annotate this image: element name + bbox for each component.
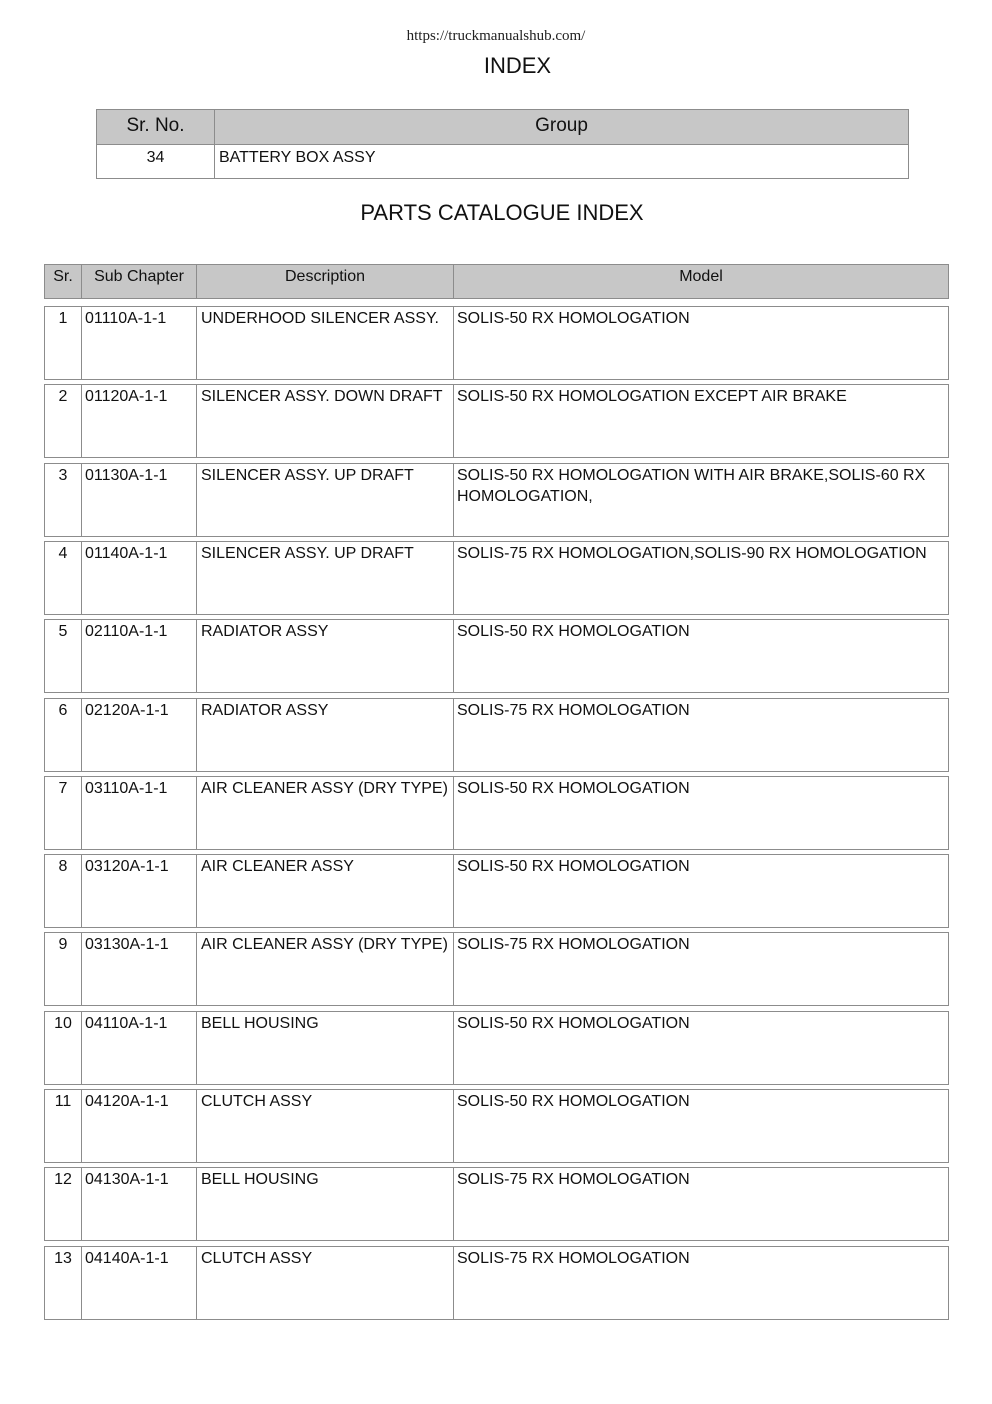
table-row	[44, 1246, 949, 1320]
parts-table-header	[44, 264, 949, 299]
table-row	[44, 698, 949, 772]
parts-catalogue-title: PARTS CATALOGUE INDEX	[360, 200, 644, 225]
row-sub-chapter-cell: 01140A-1-1	[82, 542, 197, 614]
row-sr-cell: 5	[45, 620, 82, 692]
header-sr-no: Sr. No.	[97, 110, 215, 145]
row-description-cell: UNDERHOOD SILENCER ASSY.	[197, 307, 454, 379]
row-description-cell: SILENCER ASSY. DOWN DRAFT	[197, 385, 454, 457]
row-model-cell: SOLIS-50 RX HOMOLOGATION	[457, 1093, 690, 1110]
header-description: Description	[197, 265, 454, 298]
table-row	[44, 1011, 949, 1085]
row-sub-chapter-cell: 04140A-1-1	[82, 1247, 197, 1319]
row-sr-cell: 13	[45, 1247, 82, 1319]
row-sub-chapter-cell: 04110A-1-1	[82, 1012, 197, 1084]
row-sub-chapter-cell: 03120A-1-1	[82, 855, 197, 927]
row-description-cell: AIR CLEANER ASSY	[197, 855, 454, 927]
row-description-cell: RADIATOR ASSY	[197, 699, 454, 771]
table-row	[44, 306, 949, 380]
group-name-cell: BATTERY BOX ASSY	[219, 149, 376, 166]
row-sr-cell: 9	[45, 933, 82, 1005]
table-row	[44, 463, 949, 537]
row-sr-cell: 7	[45, 777, 82, 849]
table-row	[44, 1089, 949, 1163]
row-model-cell: SOLIS-50 RX HOMOLOGATION	[457, 1015, 690, 1032]
table-row	[44, 776, 949, 850]
row-sr-cell: 8	[45, 855, 82, 927]
row-sr-cell: 11	[45, 1090, 82, 1162]
header-group: Group	[535, 115, 588, 136]
table-row	[44, 854, 949, 928]
header-sub-chapter: Sub Chapter	[82, 265, 197, 298]
row-sr-cell: 6	[45, 699, 82, 771]
group-table-header	[97, 110, 908, 145]
row-model-cell: SOLIS-50 RX HOMOLOGATION WITH AIR BRAKE,SOLIS-60 RX HOMOLOGATION,	[457, 467, 926, 505]
row-sr-cell: 1	[45, 307, 82, 379]
group-table-row	[97, 145, 908, 178]
row-sr-cell: 12	[45, 1168, 82, 1240]
row-sub-chapter-cell: 03110A-1-1	[82, 777, 197, 849]
header-sr: Sr.	[45, 265, 82, 298]
row-sub-chapter-cell: 04130A-1-1	[82, 1168, 197, 1240]
group-sr-no-cell: 34	[97, 145, 215, 178]
row-model-cell: SOLIS-75 RX HOMOLOGATION	[457, 936, 690, 953]
row-model-cell: SOLIS-75 RX HOMOLOGATION	[457, 1250, 690, 1267]
row-sub-chapter-cell: 01130A-1-1	[82, 464, 197, 536]
row-description-cell: BELL HOUSING	[197, 1012, 454, 1084]
table-row	[44, 619, 949, 693]
row-description-cell: SILENCER ASSY. UP DRAFT	[197, 464, 454, 536]
row-sr-cell: 3	[45, 464, 82, 536]
row-sub-chapter-cell: 02120A-1-1	[82, 699, 197, 771]
row-sr-cell: 4	[45, 542, 82, 614]
row-description-cell: SILENCER ASSY. UP DRAFT	[197, 542, 454, 614]
row-model-cell: SOLIS-50 RX HOMOLOGATION	[457, 858, 690, 875]
table-row	[44, 1167, 949, 1241]
table-row	[44, 932, 949, 1006]
row-sub-chapter-cell: 02110A-1-1	[82, 620, 197, 692]
row-sub-chapter-cell: 01120A-1-1	[82, 385, 197, 457]
row-sub-chapter-cell: 01110A-1-1	[82, 307, 197, 379]
row-description-cell: CLUTCH ASSY	[197, 1247, 454, 1319]
row-model-cell: SOLIS-50 RX HOMOLOGATION	[457, 623, 690, 640]
row-sub-chapter-cell: 04120A-1-1	[82, 1090, 197, 1162]
row-model-cell: SOLIS-50 RX HOMOLOGATION EXCEPT AIR BRAKE	[457, 388, 847, 405]
table-row	[44, 541, 949, 615]
row-model-cell: SOLIS-75 RX HOMOLOGATION,SOLIS-90 RX HOMOLOGATION	[457, 545, 927, 562]
header-model: Model	[679, 268, 723, 285]
table-row	[44, 384, 949, 458]
row-description-cell: RADIATOR ASSY	[197, 620, 454, 692]
row-sr-cell: 10	[45, 1012, 82, 1084]
row-model-cell: SOLIS-50 RX HOMOLOGATION	[457, 780, 690, 797]
row-sub-chapter-cell: 03130A-1-1	[82, 933, 197, 1005]
row-model-cell: SOLIS-75 RX HOMOLOGATION	[457, 702, 690, 719]
row-model-cell: SOLIS-50 RX HOMOLOGATION	[457, 310, 690, 327]
row-sr-cell: 2	[45, 385, 82, 457]
row-model-cell: SOLIS-75 RX HOMOLOGATION	[457, 1171, 690, 1188]
source-url: https://truckmanualshub.com/	[406, 28, 586, 44]
row-description-cell: CLUTCH ASSY	[197, 1090, 454, 1162]
index-title: INDEX	[483, 53, 552, 78]
row-description-cell: AIR CLEANER ASSY (DRY TYPE)	[197, 933, 454, 1005]
group-table	[96, 109, 909, 179]
row-description-cell: AIR CLEANER ASSY (DRY TYPE)	[197, 777, 454, 849]
row-description-cell: BELL HOUSING	[197, 1168, 454, 1240]
